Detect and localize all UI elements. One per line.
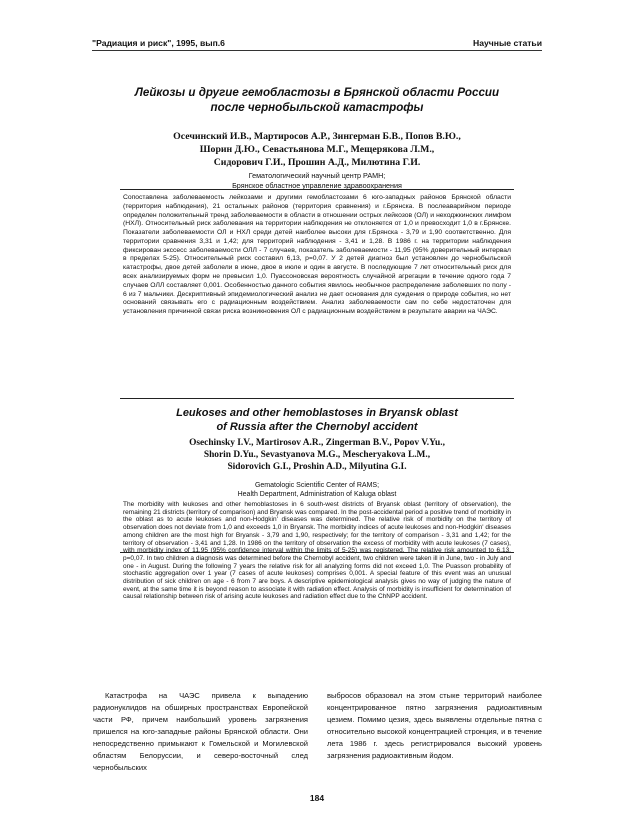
abstract-rule-top: [120, 189, 514, 190]
authors-en-line-1: Osechinsky I.V., Martirosov A.R., Zingerman B.V., Popov V.Yu.,: [189, 438, 445, 448]
affiliation-en-line-1: Gematologic Scientific Center of RAMS;: [254, 482, 380, 489]
abstract-en: The morbidity with leukoses and other hemoblastoses in 6 south-west districts of Bryansk oblast (territory of observation), the remaining 21 districts (territory of comparison) and Bryansk was compared. In the post-accidental period a positive trend of morbidity in the oblast as to acute leukoses and non-Hodgkin' diseases was determined. The relative risk of morbidity on the territory of observation does not deviate from 1,0 and exceeds 1,0 in Bryansk. The morbidity indices of acute leukoses and non-Hodgkin' diseases among children are the most high for Bryansk - 3,79 and 1,90, respectively; for the territory of comparison - 3,31 and 1,42; for the territory of observation - 3,41 and 1,28. In 1986 on the territory of observation the excess of morbidity with acute leukoses (7 cases), with morbidity index of 11,95 (95% confidence interval within the limits of 5-25) was registered. The relative risk amounted to 6,13, p=0,07. In two children a diagnosis was determined before the Chernobyl accident, two children were taken ill in June, two - in July and one - in August. During the following 7 years the relative risk for all analyzing forms did not exceed 1,0. The Puasson probability of stochastic aggregation over 1 year (7 cases of acute leukoses) comprises 0,001. A special feature of this event was an unusual distribution of sick children on age - 6 from 7 are boys. A descriptive epidemiological analysis gives no way of judging the nature of event, at the same time it is beyond reason to associate it with radiation effect. Analysis of morbidity is insufficient for determination of causal relationship between risk of arising acute leukoses and radiation effect due to the ChNPP accident.: [123, 501, 511, 601]
authors-en-line-3: Sidorovich G.I., Proshin A.D., Milyutina G.I.: [227, 462, 407, 472]
title-en-line-1: Leukoses and other hemoblastoses in Bryansk oblast: [176, 407, 458, 419]
article-title-en: [100, 406, 534, 434]
title-en-line-2: of Russia after the Chernobyl accident: [216, 421, 418, 433]
affiliation-en: [100, 481, 534, 499]
title-ru-line-1: Лейкозы и другие гемобластозы в Брянской области России: [134, 86, 500, 99]
authors-ru-line-3: Сидорович Г.И., Прошин А.Д., Милютина Г.И.: [213, 157, 421, 168]
authors-ru: [100, 130, 534, 169]
body-column-left: Катастрофа на ЧАЭС привела к выпадению радионуклидов на обширных пространствах Европейской части РФ, причем наибольший уровень загрязнения пришелся на юго-западные районы Брянской области. Они непосредственно примыкают к Гомельской и Могилевской областям Белоруссии, и северо-восточный след чернобыльских: [93, 691, 308, 772]
abstract-rule-middle: [120, 398, 514, 399]
running-header: [92, 34, 542, 48]
authors-ru-line-2: Шорин Д.Ю., Севастьянова М.Г., Мещерякова Л.М.,: [199, 144, 435, 155]
header-rule: [92, 50, 542, 51]
page-number: 184: [309, 793, 325, 803]
journal-citation: "Радиация и риск", 1995, вып.6: [92, 38, 225, 48]
authors-ru-line-1: Осечинский И.В., Мартиросов А.Р., Зингерман Б.В., Попов В.Ю.,: [173, 131, 461, 142]
affiliation-ru: [100, 171, 534, 191]
authors-en: [100, 437, 534, 473]
affiliation-ru-line-1: Гематологический научный центр РАМН;: [248, 171, 386, 180]
authors-en-line-2: Shorin D.Yu., Sevastyanova M.G., Mescheryakova L.M.,: [203, 450, 431, 460]
article-title-ru: [100, 85, 534, 115]
section-name: Научные статьи: [473, 38, 542, 48]
title-ru-line-2: после чернобыльской катастрофы: [210, 101, 424, 114]
affiliation-en-line-2: Health Department, Administration of Kaluga oblast: [237, 491, 397, 498]
affiliation-ru-line-2: Брянское областное управление здравоохранения: [232, 181, 402, 190]
abstract-rule-bottom: [120, 552, 514, 553]
abstract-ru: Сопоставлена заболеваемость лейкозами и другими гемобластозами 6 юго-западных районов Брянской области (территория наблюдения), 21 остальных районов (территория сравнения) и г.Брянска. В послеаварийном периоде определен положительный тренд заболеваемости в области в отношении острых лейкозов (ОЛ) и неходжкинских лимфом (НХЛ). Относительный риск заболевания на территории наблюдения не отклоняется от 1,0 и превосходит 1,0 в г.Брянске. Показатели заболеваемости ОЛ и НХЛ среди детей наиболее высоки для г.Брянска - 3,79 и 1,90 соответственно. Для территории сравнения 3,31 и 1,42; для территорий наблюдения - 3,41 и 1,28. В 1986 г. на территории наблюдения фиксирован экссесс заболеваемости ОЛЛ - 7 случаев, показатель заболеваемости - 11,95 (95% доверительный интервал в пределах 5-25). Относительный риск составил 6,13, p=0,07. У 2 детей диагноз был установлен до чернобыльской катастрофы, двое детей заболели в июне, двое в июле и один в августе. В последующие 7 лет относительный риск для всех анализируемых форм не превысил 1,0. Пуассоновская вероятность случайной агрегации в течение одного года 7 случаев ОЛЛ составляет 0,001. Особенностью данного события явилось необычное распределение заболевших по полу - 6 из 7 мальчики. Дескриптивный эпидемиологический анализ не дает основания для суждения о природе события, но нет оснований связывать его с радиационным воздействием. Анализ заболеваемости сам по себе недостаточен для установления причинной связи риска возникновения ОЛ с радиационным воздействием в результате аварии на ЧАЭС.: [123, 194, 511, 316]
body-column-right: выбросов образовал на этом стыке территорий наиболее концентрированное пятно загрязнения радиоактивным цезием. Помимо цезия, здесь выявлены отдельные пятна с относительно высокой концентрацией стронция, и в течение лета 1986 г. здесь регистрировался высокий уровень загрязнения радиоактивным йодом.: [327, 691, 542, 760]
